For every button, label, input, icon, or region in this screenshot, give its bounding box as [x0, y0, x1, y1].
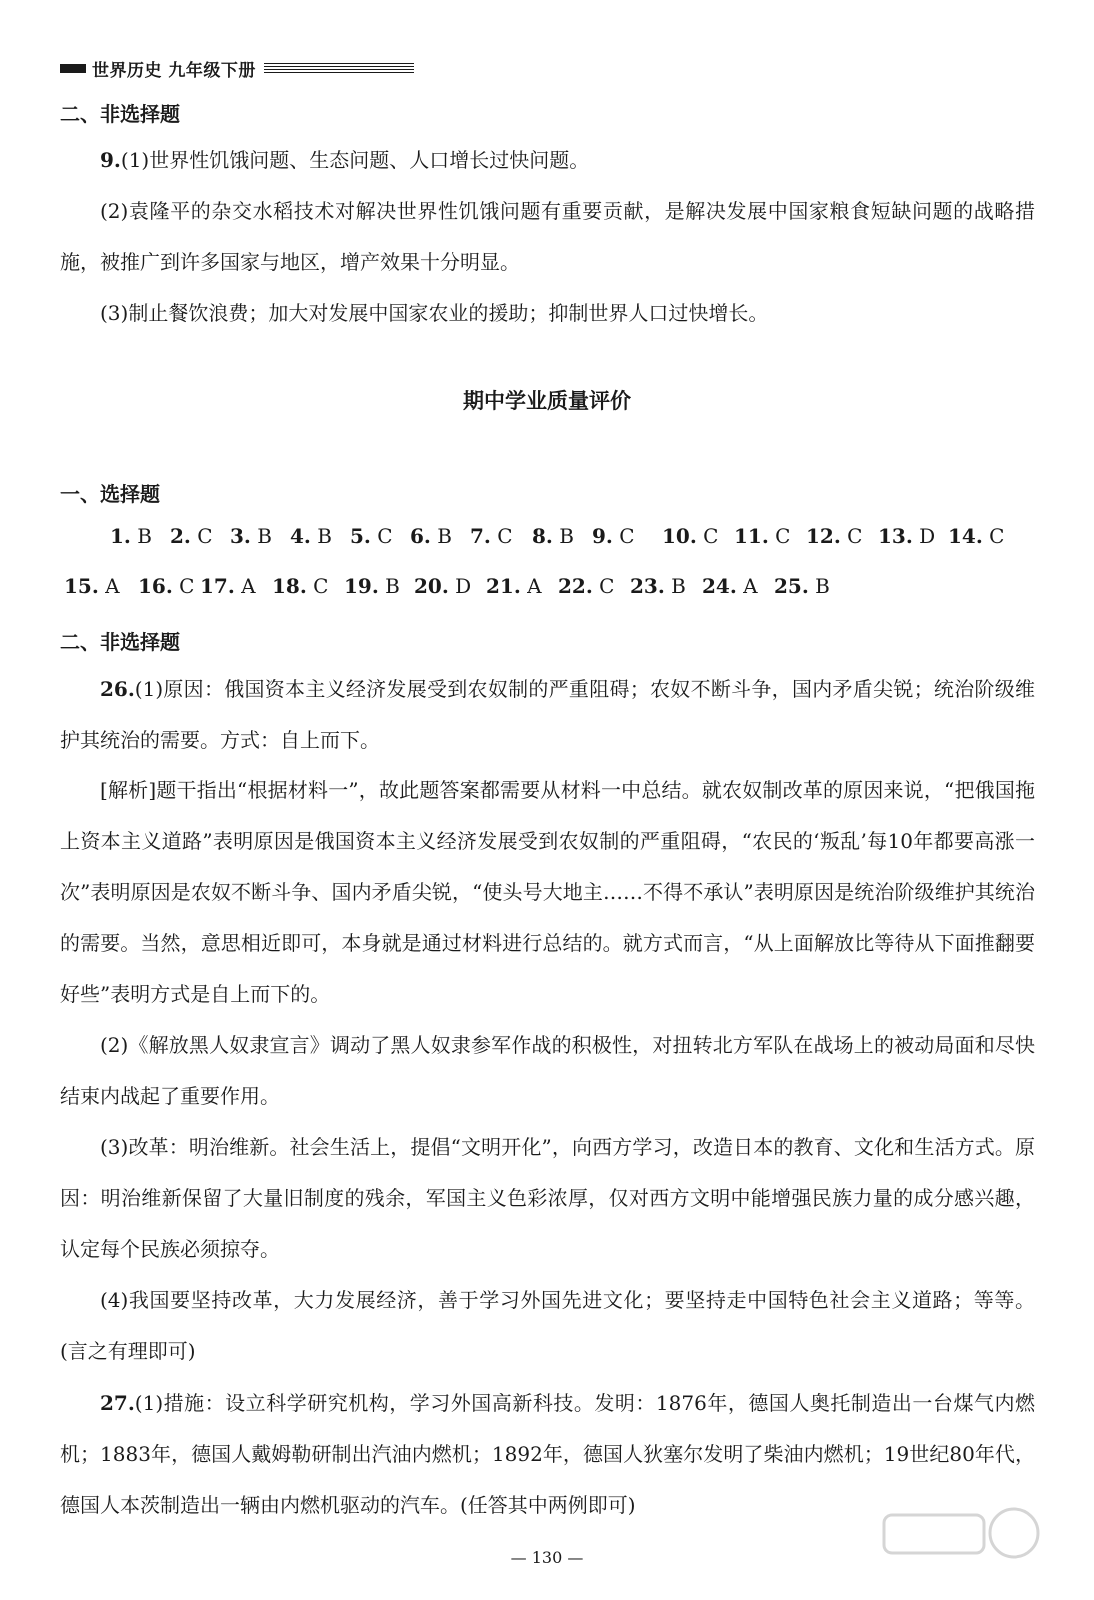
header-bar-right [264, 63, 414, 73]
mc-answer-number: 3. [230, 524, 251, 548]
mc-answer [948, 524, 1008, 548]
q9-part1 [60, 135, 1035, 186]
mc-answer-number: 5. [350, 524, 371, 548]
mc-answer [344, 574, 414, 598]
mc-answer-number: 15. [64, 574, 99, 598]
mc-answer-choice: B [552, 524, 574, 548]
running-header [60, 56, 414, 80]
mc-answer-choice: A [736, 574, 758, 598]
mc-answer-choice: C [840, 524, 863, 548]
mc-answer-choice: C [490, 524, 513, 548]
book-title: 世界历史 九年级下册 [92, 60, 256, 81]
mc-answer-choice: C [768, 524, 791, 548]
q27-part1-text: (1)措施：设立科学研究机构，学习外国高新科技。发明：1876年，德国人奥托制造出一台煤气内燃机；1883年，德国人戴姆勒研制出汽油内燃机；1892年，德国人狄塞尔发明了柴油内燃机；19世纪80年代，德国人本茨制造出一辆由内燃机驱动的汽车。(任答其中两例即可) [60, 1391, 1035, 1517]
header-bar-left [60, 64, 86, 73]
mc-answer [272, 574, 344, 598]
mc-answer-choice: C [696, 524, 719, 548]
mc-answer [702, 574, 774, 598]
mc-answer [110, 524, 170, 548]
section-heading-nonchoice-1: 二、非选择题 [60, 102, 180, 126]
mc-answer-number: 21. [486, 574, 521, 598]
answer-row-2 [64, 574, 834, 598]
mc-answer-choice: B [250, 524, 272, 548]
mc-answer-number: 16. [138, 574, 173, 598]
mc-answer-number: 25. [774, 574, 809, 598]
q9-part3: (3)制止餐饮浪费；加大对发展中国家农业的援助；抑制世界人口过快增长。 [100, 301, 769, 325]
mc-answer [64, 574, 138, 598]
mc-answer-number: 14. [948, 524, 983, 548]
mc-answer-choice: B [430, 524, 452, 548]
mc-answer-choice: B [130, 524, 152, 548]
mc-answer-choice: C [612, 524, 635, 548]
mc-answer-choice: C [982, 524, 1005, 548]
mc-answer [470, 524, 532, 548]
mc-answer-number: 20. [414, 574, 449, 598]
watermark-logo [864, 1505, 1054, 1590]
mc-answer-number: 12. [806, 524, 841, 548]
q9-part1-text: (1)世界性饥饿问题、生态问题、人口增长过快问题。 [120, 148, 590, 172]
mc-answer-choice: C [172, 574, 195, 598]
mc-answer-number: 2. [170, 524, 191, 548]
mc-answer [806, 524, 878, 548]
mc-answer [414, 574, 486, 598]
mc-answer-number: 24. [702, 574, 737, 598]
q26-analysis: [解析]题干指出“根据材料一”，故此题答案都需要从材料一中总结。就农奴制改革的原因来说，“把俄国拖上资本主义道路”表明原因是俄国资本主义经济发展受到农奴制的严重阻碍，“农民的‘叛乱’每10年都要高涨一次”表明原因是农奴不断斗争、国内矛盾尖锐，“使头号大地主……不得不承认”表明原因是统治阶级维护其统治的需要。当然，意思相近即可，本身就是通过材料进行总结的。就方式而言，“从上面解放比等待从下面推翻要好些”表明方式是自上而下的。 [60, 778, 1035, 1006]
mc-answer [410, 524, 470, 548]
mc-answer-choice: B [808, 574, 830, 598]
mc-answer [878, 524, 948, 548]
mc-answer [532, 524, 592, 548]
mc-answer [170, 524, 230, 548]
mc-answer [558, 574, 630, 598]
page-number: — 130 — [510, 1548, 584, 1567]
mc-answer [138, 574, 200, 598]
q26-part4: (4)我国要坚持改革，大力发展经济，善于学习外国先进文化；要坚持走中国特色社会主义道路；等等。(言之有理即可) [60, 1288, 1035, 1363]
answer-row-1 [110, 524, 1008, 548]
q26-part3: (3)改革：明治维新。社会生活上，提倡“文明开化”，向西方学习，改造日本的教育、文化和生活方式。原因：明治维新保留了大量旧制度的残余，军国主义色彩浓厚，仅对西方文明中能增强民族力量的成分感兴趣，认定每个民族必须掠夺。 [60, 1135, 1035, 1261]
mc-answer [350, 524, 410, 548]
mc-answer-number: 7. [470, 524, 491, 548]
q9-part2: (2)袁隆平的杂交水稻技术对解决世界性饥饿问题有重要贡献，是解决发展中国家粮食短缺问题的战略措施，被推广到许多国家与地区，增产效果十分明显。 [60, 199, 1035, 274]
q27-number: 27. [100, 1391, 135, 1415]
mc-answer [486, 574, 558, 598]
mc-answer-number: 11. [734, 524, 769, 548]
mc-answer-choice: A [520, 574, 542, 598]
mc-answer-choice: B [664, 574, 686, 598]
mc-answer [734, 524, 806, 548]
section-heading-nonchoice-2: 二、非选择题 [60, 630, 180, 654]
mc-answer-number: 10. [662, 524, 697, 548]
mc-answer [200, 574, 272, 598]
mc-answer-choice: D [448, 574, 472, 598]
mc-answer-choice: C [306, 574, 329, 598]
mc-answer-number: 1. [110, 524, 131, 548]
mc-answer-number: 6. [410, 524, 431, 548]
q26-number: 26. [100, 677, 135, 701]
mc-answer-number: 23. [630, 574, 665, 598]
mc-answer-choice: A [234, 574, 256, 598]
mc-answer-number: 8. [532, 524, 553, 548]
mc-answer-number: 18. [272, 574, 307, 598]
section-heading-choice: 一、选择题 [60, 482, 160, 506]
mc-answer-number: 17. [200, 574, 235, 598]
mc-answer [230, 524, 290, 548]
mc-answer-choice: D [912, 524, 936, 548]
exam-title: 期中学业质量评价 [463, 389, 631, 413]
mc-answer [592, 524, 662, 548]
q26-part1 [60, 664, 1035, 766]
mc-answer-choice: B [310, 524, 332, 548]
mc-answer [290, 524, 350, 548]
mc-answer [662, 524, 734, 548]
mc-answer-number: 22. [558, 574, 593, 598]
mc-answer-choice: C [190, 524, 213, 548]
mc-answer-number: 13. [878, 524, 913, 548]
mc-answer-choice: C [370, 524, 393, 548]
mc-answer-choice: B [378, 574, 400, 598]
mc-answer-number: 9. [592, 524, 613, 548]
q26-part2: (2)《解放黑人奴隶宣言》调动了黑人奴隶参军作战的积极性，对扭转北方军队在战场上的被动局面和尽快结束内战起了重要作用。 [60, 1033, 1035, 1108]
mc-answer-number: 19. [344, 574, 379, 598]
q26-part1-text: (1)原因：俄国资本主义经济发展受到农奴制的严重阻碍；农奴不断斗争，国内矛盾尖锐；统治阶级维护其统治的需要。方式：自上而下。 [60, 677, 1035, 752]
mc-answer [774, 574, 834, 598]
mc-answer-choice: C [592, 574, 615, 598]
mc-answer-number: 4. [290, 524, 311, 548]
mc-answer-choice: A [98, 574, 120, 598]
mc-answer [630, 574, 702, 598]
q9-number: 9. [100, 148, 121, 172]
